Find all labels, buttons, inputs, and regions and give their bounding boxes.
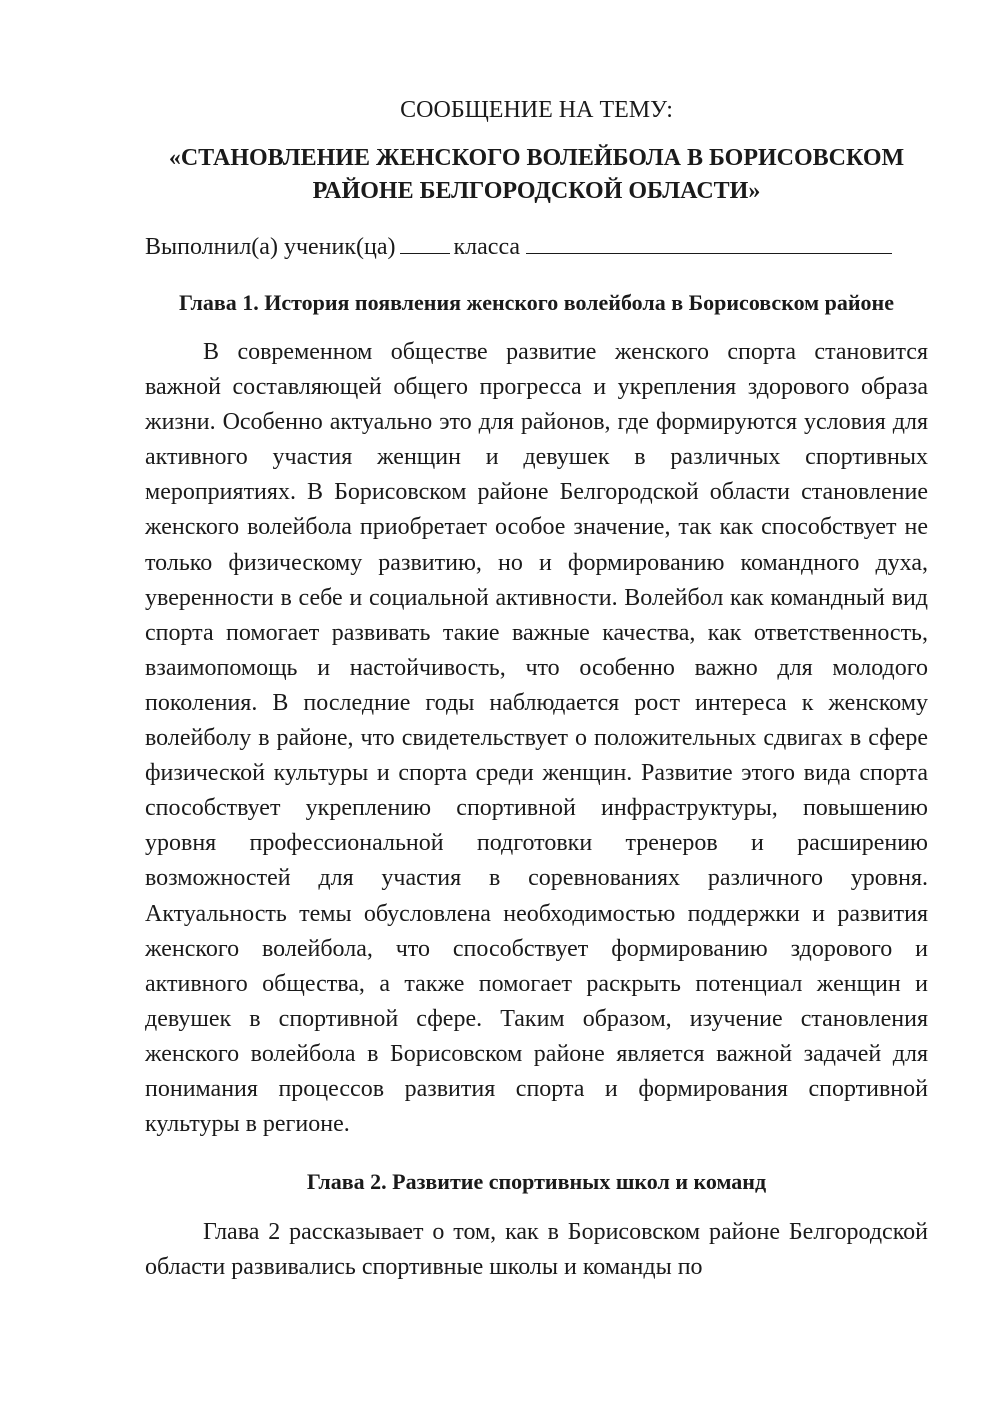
- chapter-1-title: Глава 1. История появления женского волейбола в Борисовском районе: [178, 290, 894, 315]
- name-blank-line: [526, 235, 892, 254]
- chapter-1-paragraph: В современном обществе развитие женского спорта становится важной составляющей общего прогресса и укрепления здорового образа жизни. Особенно актуально это для районов, где формируются условия для активного участия женщин и девушек в различных спортивных мероприятиях. В Борисовском районе Белгородской области становление женского волейбола приобретает особое значение, так как способствует не только физическому развитию, но и формированию командного духа, уверенности в себе и социальной активности. Волейбол как командный вид спорта помогает развивать такие важные качества, как ответственность, взаимопомощь и настойчивость, что особенно важно для молодого поколения. В последние годы наблюдается рост интереса к женскому волейболу в районе, что свидетельствует о положительных сдвигах в сфере физической культуры и спорта среди женщин. Развитие этого вида спорта способствует укреплению спортивной инфраструктуры, повышению уровня профессиональной подготовки тренеров и расширению возможностей для участия в соревнованиях различного уровня. Актуальность темы обусловлена необходимостью поддержки и развития женского волейбола, что способствует формированию здорового и активного общества, а также помогает раскрыть потенциал женщин и девушек в спортивной сфере. Таким образом, изучение становления женского волейбола в Борисовском районе является важной задачей для понимания процессов развития спорта и формирования спортивной культуры в регионе.: [145, 339, 928, 1138]
- author-class-word: класса: [453, 234, 521, 260]
- class-blank-line: [400, 235, 450, 254]
- chapter-2-title: Глава 2. Развитие спортивных школ и команд: [306, 1169, 767, 1194]
- author-line: [145, 233, 928, 261]
- document-title: «СТАНОВЛЕНИЕ ЖЕНСКОГО ВОЛЕЙБОЛА В БОРИСОВСКОМ РАЙОНЕ БЕЛГОРОДСКОЙ ОБЛАСТИ»: [168, 145, 905, 204]
- document-heading-label: СООБЩЕНИЕ НА ТЕМУ:: [400, 97, 673, 123]
- author-prefix: Выполнил(а) ученик(ца): [145, 234, 396, 260]
- chapter-2-paragraph: Глава 2 рассказывает о том, как в Борисовском районе Белгородской области развивались спортивные школы и команды по: [145, 1219, 928, 1281]
